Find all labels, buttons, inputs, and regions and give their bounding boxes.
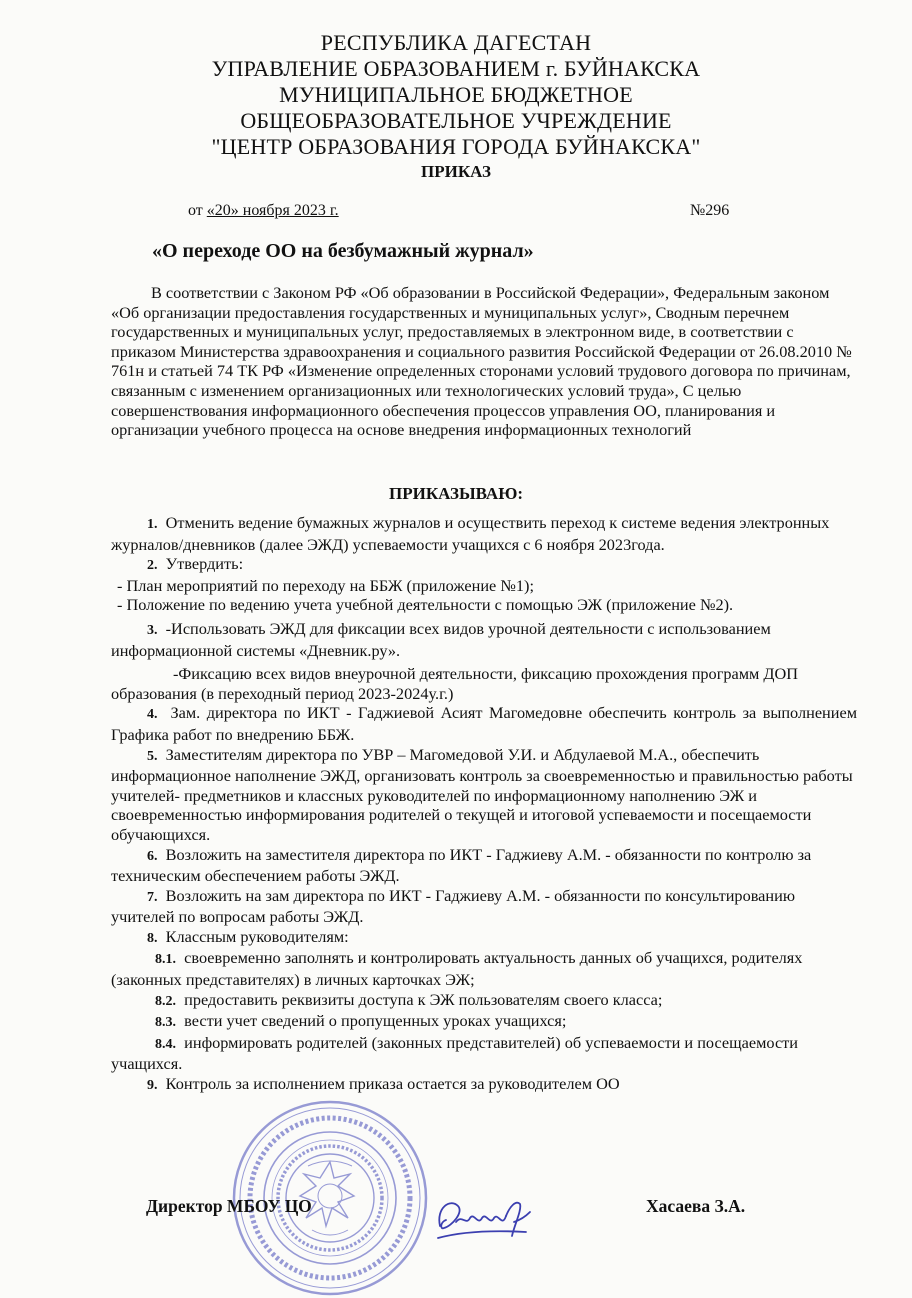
item-number: 6. <box>147 848 158 864</box>
item-number: 7. <box>147 889 158 905</box>
item-text: -Использовать ЭЖД для фиксации всех видов урочной деятельности с использованием информационной системы «Дневник.ру». <box>111 618 771 660</box>
sub-item-text: своевременно заполнять и контролировать актуальность данных об учащихся, родителях (законных представителях) в личных карточках ЭЖ; <box>111 948 803 990</box>
order-label: ПРИКАЗ <box>421 162 491 181</box>
sub-item-number: 8.1. <box>155 952 176 968</box>
preamble-paragraph: В соответствии с Законом РФ «Об образовании в Российской Федерации», Федеральным законом «Об организации предоставления государственных и муниципальных услуг», Сводным перечнем государственных и муниципальных услуг, предоставляемых в электронном виде, в соответствии с приказом Министерства здравоохранения и социального развития Российской Федерации от 26.08.2010 № 761н и статьей 74 ТК РФ «Изменение определенных сторонами условий трудового договора по причинам, связанным с изменением организационных или технологических условий труда», С целью совершенствования информационного обеспечения процессов управления ОО, планирования и организации учебного процесса на основе внедрения информационных технологий <box>111 283 852 440</box>
order-item-1 <box>111 513 857 554</box>
order-item-8 <box>111 927 857 949</box>
order-number: №296 <box>690 202 730 219</box>
item-3-extra: -Фиксацию всех видов внеурочной деятельности, фиксацию прохождения программ ДОП образования (в переходный период 2023-2024у.г.) <box>111 664 799 703</box>
item-number: 5. <box>147 748 158 764</box>
order-date <box>188 202 339 220</box>
sub-item-text: вести учет сведений о пропущенных уроках учащихся; <box>184 1011 567 1031</box>
item-number: 4. <box>147 707 158 723</box>
order-subject: «О переходе ОО на безбумажный журнал» <box>152 240 534 262</box>
order-item-6 <box>111 845 857 886</box>
order-item-5 <box>111 745 857 845</box>
sub-item-text: информировать родителей (законных представителей) об успеваемости и посещаемости учащихся. <box>111 1032 799 1074</box>
header-line-institution-type: ОБЩЕОБРАЗОВАТЕЛЬНОЕ УЧРЕЖДЕНИЕ <box>240 108 672 133</box>
header-line-department: УПРАВЛЕНИЕ ОБРАЗОВАНИЕМ г. БУЙНАКСКА <box>211 56 701 81</box>
order-item-9 <box>111 1074 857 1096</box>
order-item-3 <box>111 619 857 660</box>
item-number: 9. <box>147 1078 158 1094</box>
document-header <box>0 30 912 182</box>
sub-item-8-1 <box>111 948 857 989</box>
sub-item-number: 8.4. <box>155 1036 176 1052</box>
item-2-dash-1: - План мероприятий по переходу на ББЖ (приложение №1); <box>117 575 534 595</box>
order-items <box>111 513 857 1096</box>
header-line-institution-name: "ЦЕНТР ОБРАЗОВАНИЯ ГОРОДА БУЙНАКСКА" <box>211 134 701 159</box>
sub-item-number: 8.2. <box>155 993 176 1009</box>
sub-item-number: 8.3. <box>155 1015 176 1031</box>
item-number: 1. <box>147 517 158 532</box>
item-text: Утвердить: <box>165 554 244 574</box>
order-item-7 <box>111 886 857 927</box>
item-text: Отменить ведение бумажных журналов и осуществить переход к системе ведения электронных журналов/дневников (далее ЭЖД) успеваемости учащихся с 6 ноября 2023года. <box>111 513 830 554</box>
item-number: 8. <box>147 930 158 946</box>
handwritten-signature-icon <box>430 1186 540 1252</box>
date-value: «20» ноября 2023 г. <box>206 202 339 219</box>
item-text: Возложить на заместителя директора по ИКТ - Гаджиеву А.М. - обязанности по контролю за техническим обеспечением работы ЭЖД. <box>111 844 812 886</box>
order-item-4 <box>111 703 857 744</box>
date-prefix: от <box>188 202 203 219</box>
decree-heading: ПРИКАЗЫВАЮ: <box>388 484 524 503</box>
item-number: 2. <box>147 558 158 574</box>
signatory-position: Директор МБОУ ЦО <box>146 1196 312 1216</box>
header-line-municipal: МУНИЦИПАЛЬНОЕ БЮДЖЕТНОЕ <box>279 82 633 107</box>
sub-item-8-4 <box>111 1033 857 1074</box>
item-text: Заместителям директора по УВР – Магомедовой У.И. и Абдулаевой М.А., обеспечить информационное наполнение ЭЖД, организовать контроль за своевременностью и правильностью работы учителей- предметников и классных руководителей по информационному наполнению ЭЖ и своевременностью информирования родителей о текущей и итоговой успеваемости и посещаемости обучающихся. <box>111 744 853 844</box>
signatory-name: Хасаева З.А. <box>646 1196 746 1216</box>
header-line-republic: РЕСПУБЛИКА ДАГЕСТАН <box>320 30 592 55</box>
order-item-2 <box>111 554 857 576</box>
item-text: Возложить на зам директора по ИКТ - Гаджиеву А.М. - обязанности по консультированию учителей по вопросам работы ЭЖД. <box>111 885 796 927</box>
item-2-dash-2: - Положение по ведению учета учебной деятельности с помощью ЭЖ (приложение №2). <box>117 595 734 615</box>
item-text: Зам. директора по ИКТ - Гаджиевой Асият Магомедовне обеспечить контроль за выполнением Графика работ по внедрению ББЖ. <box>111 703 858 744</box>
item-text: Классным руководителям: <box>165 926 349 946</box>
item-text: Контроль за исполнением приказа остается за руководителем ОО <box>165 1074 620 1094</box>
item-number: 3. <box>147 622 158 638</box>
sub-item-8-2 <box>111 990 857 1012</box>
sub-item-text: предоставить реквизиты доступа к ЭЖ пользователям своего класса; <box>184 989 663 1009</box>
sub-item-8-3 <box>111 1011 857 1033</box>
